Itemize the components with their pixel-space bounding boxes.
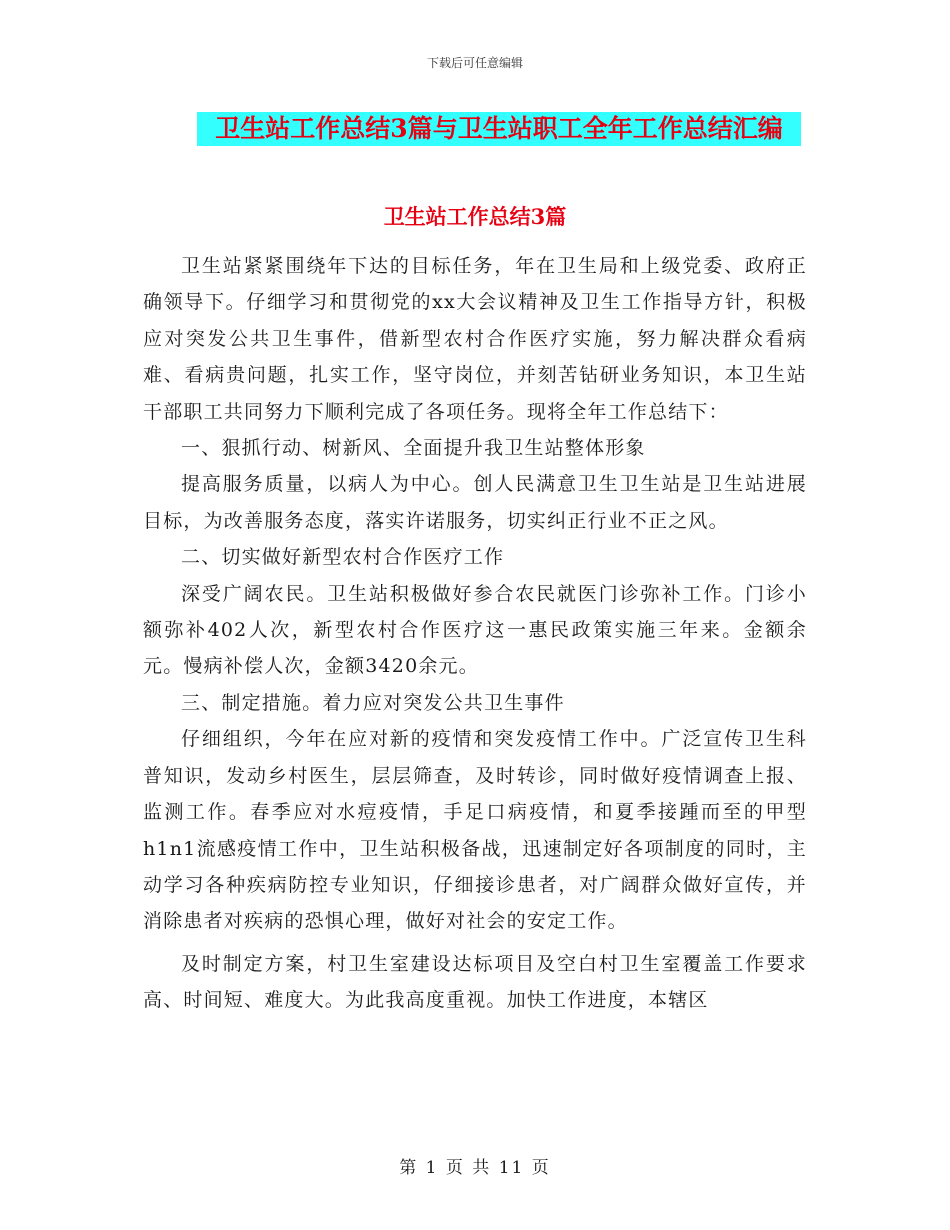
page-header-note: 下载后可任意编辑	[426, 56, 523, 70]
document-body	[143, 248, 807, 1019]
page-number-footer: 第 1 页 共 11 页	[399, 1158, 551, 1178]
heading-one: 一、狠抓行动、树新风、全面提升我卫生站整体形象	[181, 437, 646, 460]
document-title: 卫生站工作总结3篇与卫生站职工全年工作总结汇编	[197, 112, 801, 146]
paragraph-intro: 卫生站紧紧围绕年下达的目标任务，年在卫生局和上级党委、政府正确领导下。仔细学习和贯彻党的xx大会议精神及卫生工作指导方针，积极应对突发公共卫生事件，借新型农村合作医疗实施，努力解决群众看病难、看病贵问题，扎实工作，坚守岗位，并刻苦钻研业务知识，本卫生站干部职工共同努力下顺利完成了各项任务。现将全年工作总结下：	[143, 255, 807, 423]
heading-two: 二、切实做好新型农村合作医疗工作	[181, 546, 505, 569]
paragraph-three: 仔细组织，今年在应对新的疫情和突发疫情工作中。广泛宣传卫生科普知识，发动乡村医生，层层筛查，及时转诊，同时做好疫情调查上报、监测工作。春季应对水痘疫情，手足口病疫情，和夏季接踵而至的甲型h1n1流感疫情工作中，卫生站积极备战，迅速制定好各项制度的同时，主动学习各种疾病防控专业知识，仔细接诊患者，对广阔群众做好宣传，并消除患者对疾病的恐惧心理，做好对社会的安定工作。	[143, 728, 807, 933]
heading-three: 三、制定措施。着力应对突发公共卫生事件	[181, 691, 565, 714]
paragraph-one: 提高服务质量，以病人为中心。创人民满意卫生卫生站是卫生站进展目标，为改善服务态度，落实许诺服务，切实纠正行业不正之风。	[143, 473, 807, 532]
paragraph-four: 及时制定方案，村卫生室建设达标项目及空白村卫生室覆盖工作要求高、时间短、难度大。为此我高度重视。加快工作进度，本辖区	[143, 952, 807, 1012]
section-title: 卫生站工作总结3篇	[383, 204, 567, 229]
paragraph-two: 深受广阔农民。卫生站积极做好参合农民就医门诊弥补工作。门诊小额弥补402人次，新型农村合作医疗这一惠民政策实施三年来。金额余元。慢病补偿人次，金额3420余元。	[143, 582, 807, 678]
